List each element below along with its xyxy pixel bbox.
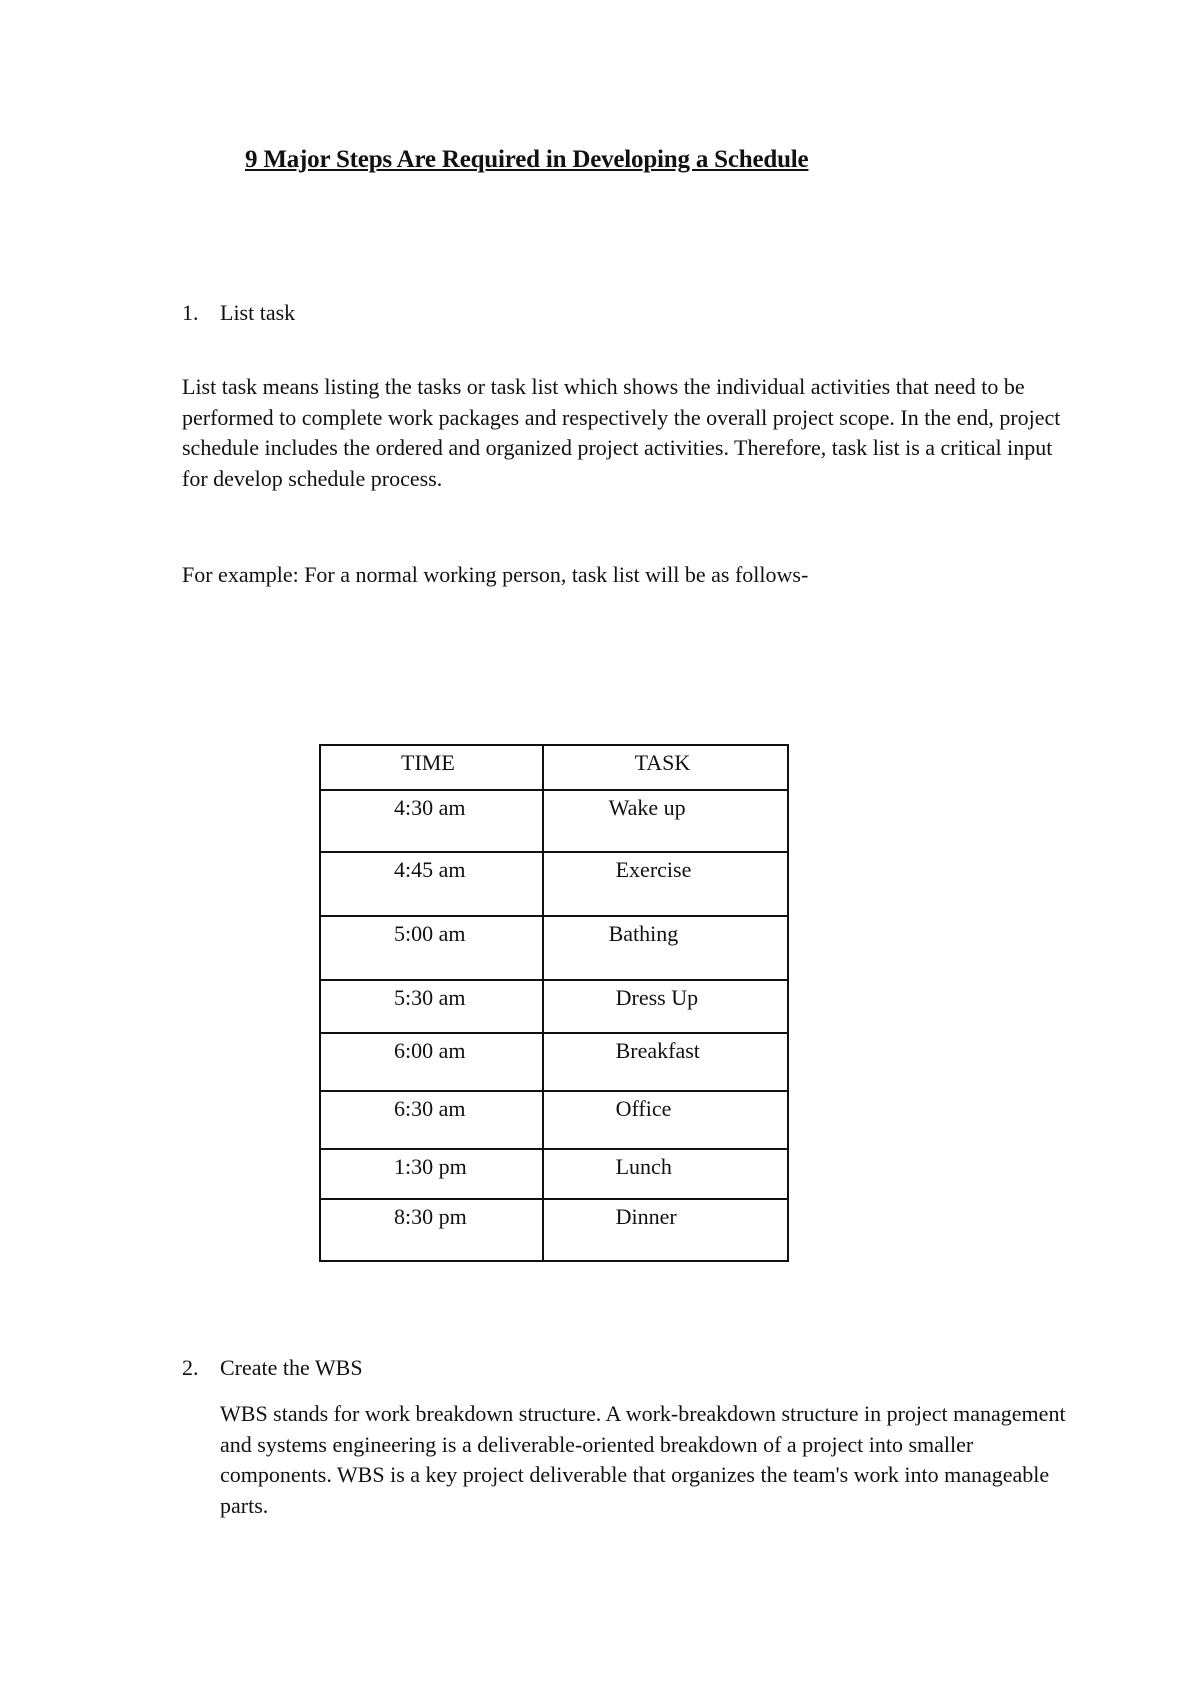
task-cell: Exercise <box>543 852 788 916</box>
task-cell: Lunch <box>543 1149 788 1199</box>
task-cell: Bathing <box>543 916 788 980</box>
task-cell: Office <box>543 1091 788 1149</box>
task-cell: Dress Up <box>543 980 788 1033</box>
section-2-heading <box>182 1355 363 1381</box>
section-1-heading-text: List task <box>220 300 296 325</box>
section-1-number: 1. <box>182 300 199 325</box>
section-2-paragraph: WBS stands for work breakdown structure. A work-breakdown structure in project management and systems engineering is a deliverable-oriented breakdown of a project into smaller components. WBS is a key project deliverable that organizes the team's work into manageable parts. <box>220 1401 1066 1518</box>
table-row <box>320 1149 788 1199</box>
section-1-example: For example: For a normal working person, task list will be as follows- <box>182 562 809 587</box>
task-cell: Wake up <box>543 790 788 852</box>
table-row <box>320 980 788 1033</box>
task-cell: Dinner <box>543 1199 788 1261</box>
time-column-header: TIME <box>320 745 543 790</box>
section-1-paragraph: List task means listing the tasks or task list which shows the individual activities that need to be performed to complete work packages and respectively the overall project scope. In the end, project schedule includes the ordered and organized project activities. Therefore, task list is a critical input for develop schedule process. <box>182 374 1061 491</box>
table-row <box>320 1033 788 1091</box>
time-cell: 1:30 pm <box>320 1149 543 1199</box>
time-cell: 6:00 am <box>320 1033 543 1091</box>
time-cell: 5:30 am <box>320 980 543 1033</box>
task-cell: Breakfast <box>543 1033 788 1091</box>
time-cell: 6:30 am <box>320 1091 543 1149</box>
time-cell: 8:30 pm <box>320 1199 543 1261</box>
table-row <box>320 790 788 852</box>
time-cell: 5:00 am <box>320 916 543 980</box>
time-cell: 4:30 am <box>320 790 543 852</box>
table-row <box>320 1199 788 1261</box>
section-2-number: 2. <box>182 1355 199 1380</box>
task-column-header: TASK <box>543 745 788 790</box>
time-cell: 4:45 am <box>320 852 543 916</box>
table-row <box>320 1091 788 1149</box>
document-title: 9 Major Steps Are Required in Developing a Schedule <box>245 146 809 173</box>
table-row <box>320 916 788 980</box>
section-2-heading-text: Create the WBS <box>220 1355 363 1380</box>
section-1-heading <box>182 300 295 326</box>
table-header-row <box>320 745 788 790</box>
table-row <box>320 852 788 916</box>
task-schedule-table <box>319 744 789 1262</box>
